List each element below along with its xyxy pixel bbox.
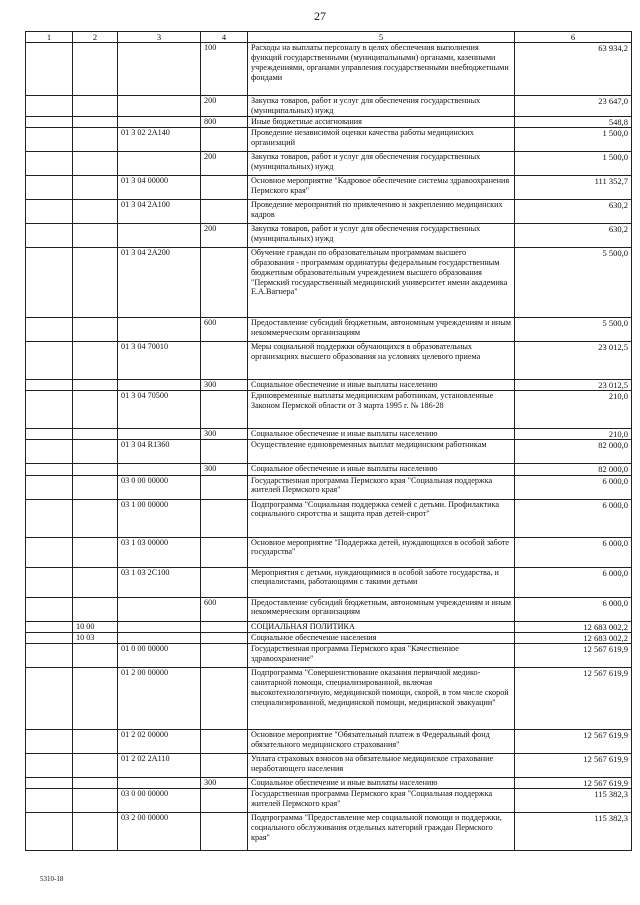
expense-type-cell	[201, 632, 248, 643]
target-article-cell	[118, 43, 201, 96]
expense-type-cell	[201, 176, 248, 200]
col1-cell	[26, 537, 73, 567]
table-row	[26, 778, 632, 789]
target-article-cell	[118, 778, 201, 789]
description-cell: Проведение независимой оценки качества работы медицинских организаций	[248, 128, 515, 152]
amount-cell: 210,0	[515, 429, 632, 440]
expense-type-cell	[201, 754, 248, 778]
target-article-cell: 03 0 00 00000	[118, 789, 201, 813]
table-row	[26, 567, 632, 597]
col1-cell	[26, 224, 73, 248]
target-article-cell	[118, 152, 201, 176]
amount-cell: 82 000,0	[515, 440, 632, 464]
col1-cell	[26, 778, 73, 789]
target-article-cell	[118, 96, 201, 117]
description-cell: Обучение граждан по образовательным программам высшего образования - программам ординатуры федеральным государственным бюджетным образовательным учреждением высшего образования "Пермский государственный медицинский университет имени академика Е.А.Вагнера"	[248, 248, 515, 318]
section-code-cell	[73, 128, 118, 152]
target-article-cell	[118, 224, 201, 248]
col1-cell	[26, 754, 73, 778]
section-code-cell	[73, 342, 118, 380]
col1-cell	[26, 632, 73, 643]
description-cell: Подпрограмма "Предоставление мер социальной помощи и поддержки, социального обслуживания отдельных категорий граждан Пермского края"	[248, 813, 515, 851]
col1-cell	[26, 621, 73, 632]
description-cell: Государственная программа Пермского края "Качественное здравоохранение"	[248, 644, 515, 668]
description-cell: Закупка товаров, работ и услуг для обеспечения государственных (муниципальных) нужд	[248, 224, 515, 248]
target-article-cell	[118, 621, 201, 632]
description-cell: Подпрограмма "Совершенствование оказания первичной медико-санитарной помощи, специализированной, включая высокотехнологичную, медицинской помощи, скорой, в том числе скорой специализированной, медицинской помощи, медицинской эвакуации"	[248, 668, 515, 730]
col1-cell	[26, 342, 73, 380]
target-article-cell: 01 3 04 2А200	[118, 248, 201, 318]
amount-cell: 6 000,0	[515, 475, 632, 499]
expense-type-cell: 300	[201, 778, 248, 789]
col1-cell	[26, 813, 73, 851]
col1-cell	[26, 176, 73, 200]
section-code-cell	[73, 391, 118, 429]
target-article-cell: 01 3 04 2А100	[118, 200, 201, 224]
table-row	[26, 380, 632, 391]
section-code-cell	[73, 789, 118, 813]
expense-type-cell	[201, 730, 248, 754]
amount-cell: 630,2	[515, 224, 632, 248]
expense-type-cell	[201, 499, 248, 537]
amount-cell: 12 567 619,9	[515, 754, 632, 778]
budget-table	[25, 31, 632, 851]
table-row	[26, 224, 632, 248]
col1-cell	[26, 391, 73, 429]
target-article-cell	[118, 429, 201, 440]
target-article-cell: 01 2 00 00000	[118, 668, 201, 730]
target-article-cell: 03 1 03 2С100	[118, 567, 201, 597]
section-code-cell	[73, 176, 118, 200]
description-cell: Социальное обеспечение населения	[248, 632, 515, 643]
expense-type-cell	[201, 537, 248, 567]
col1-cell	[26, 116, 73, 127]
section-code-cell: 10 03	[73, 632, 118, 643]
section-code-cell	[73, 429, 118, 440]
target-article-cell	[118, 318, 201, 342]
description-cell: Закупка товаров, работ и услуг для обеспечения государственных (муниципальных) нужд	[248, 152, 515, 176]
col1-cell	[26, 248, 73, 318]
section-code-cell	[73, 248, 118, 318]
target-article-cell	[118, 597, 201, 621]
table-row	[26, 464, 632, 475]
header-cell: 5	[248, 32, 515, 43]
expense-type-cell: 300	[201, 429, 248, 440]
section-code-cell	[73, 730, 118, 754]
description-cell: Основное мероприятие "Кадровое обеспечение системы здравоохранения Пермского края"	[248, 176, 515, 200]
target-article-cell: 01 2 02 2А110	[118, 754, 201, 778]
col1-cell	[26, 499, 73, 537]
amount-cell: 6 000,0	[515, 537, 632, 567]
header-cell: 4	[201, 32, 248, 43]
section-code-cell	[73, 537, 118, 567]
expense-type-cell	[201, 200, 248, 224]
table-row	[26, 152, 632, 176]
amount-cell: 548,8	[515, 116, 632, 127]
target-article-cell	[118, 464, 201, 475]
description-cell: Социальное обеспечение и иные выплаты населению	[248, 778, 515, 789]
target-article-cell: 01 3 02 2А140	[118, 128, 201, 152]
description-cell: Социальное обеспечение и иные выплаты населению	[248, 380, 515, 391]
description-cell: СОЦИАЛЬНАЯ ПОЛИТИКА	[248, 621, 515, 632]
col1-cell	[26, 152, 73, 176]
amount-cell: 12 683 002,2	[515, 621, 632, 632]
expense-type-cell	[201, 644, 248, 668]
amount-cell: 210,0	[515, 391, 632, 429]
col1-cell	[26, 429, 73, 440]
description-cell: Закупка товаров, работ и услуг для обеспечения государственных (муниципальных) нужд	[248, 96, 515, 117]
table-row	[26, 597, 632, 621]
target-article-cell: 03 1 00 00000	[118, 499, 201, 537]
description-cell: Проведение мероприятий по привлечению и закреплению медицинских кадров	[248, 200, 515, 224]
section-code-cell	[73, 152, 118, 176]
table-row	[26, 668, 632, 730]
amount-cell: 12 683 002,2	[515, 632, 632, 643]
table-row	[26, 754, 632, 778]
table-row	[26, 621, 632, 632]
table-row	[26, 429, 632, 440]
description-cell: Основное мероприятие "Поддержка детей, нуждающихся в особой заботе государства"	[248, 537, 515, 567]
expense-type-cell	[201, 440, 248, 464]
description-cell: Расходы на выплаты персоналу в целях обеспечения выполнения функций государственными (муниципальными) органами, казенными учреждениями, органами управления государственными внебюджетными фондами	[248, 43, 515, 96]
header-cell: 6	[515, 32, 632, 43]
section-code-cell	[73, 475, 118, 499]
description-cell: Мероприятия с детьми, нуждающимися в особой заботе государства, и специалистами, работающими с такими детьми	[248, 567, 515, 597]
amount-cell: 12 567 619,9	[515, 778, 632, 789]
target-article-cell	[118, 632, 201, 643]
expense-type-cell: 100	[201, 43, 248, 96]
section-code-cell	[73, 96, 118, 117]
expense-type-cell: 300	[201, 380, 248, 391]
description-cell: Подпрограмма "Социальная поддержка семей с детьми. Профилактика социального сиротства и защита прав детей-сирот"	[248, 499, 515, 537]
amount-cell: 63 934,2	[515, 43, 632, 96]
description-cell: Предоставление субсидий бюджетным, автономным учреждениям и иным некоммерческим организациям	[248, 318, 515, 342]
expense-type-cell: 200	[201, 224, 248, 248]
col1-cell	[26, 730, 73, 754]
target-article-cell: 03 2 00 00000	[118, 813, 201, 851]
section-code-cell	[73, 380, 118, 391]
description-cell: Меры социальной поддержки обучающихся в образовательных организациях высшего образования на условиях целевого приема	[248, 342, 515, 380]
description-cell: Осуществление единовременных выплат медицинским работникам	[248, 440, 515, 464]
expense-type-cell	[201, 475, 248, 499]
section-code-cell	[73, 668, 118, 730]
amount-cell: 12 567 619,9	[515, 644, 632, 668]
section-code-cell	[73, 464, 118, 475]
col1-cell	[26, 43, 73, 96]
page-number: 27	[314, 9, 326, 23]
description-cell: Уплата страховых взносов на обязательное медицинское страхование неработающего населения	[248, 754, 515, 778]
target-article-cell: 01 3 04 00000	[118, 176, 201, 200]
table-row	[26, 537, 632, 567]
target-article-cell: 01 3 04 70500	[118, 391, 201, 429]
expense-type-cell	[201, 668, 248, 730]
col1-cell	[26, 789, 73, 813]
amount-cell: 115 382,3	[515, 789, 632, 813]
table-row	[26, 730, 632, 754]
col1-cell	[26, 440, 73, 464]
expense-type-cell	[201, 789, 248, 813]
expense-type-cell: 800	[201, 116, 248, 127]
amount-cell: 1 500,0	[515, 152, 632, 176]
target-article-cell: 03 0 00 00000	[118, 475, 201, 499]
amount-cell: 115 382,3	[515, 813, 632, 851]
description-cell: Государственная программа Пермского края "Социальная поддержка жителей Пермского края"	[248, 475, 515, 499]
table-row	[26, 128, 632, 152]
description-cell: Единовременные выплаты медицинским работникам, установленные Законом Пермской области от 3 марта 1995 г. № 186-28	[248, 391, 515, 429]
description-cell: Социальное обеспечение и иные выплаты населению	[248, 429, 515, 440]
description-cell: Основное мероприятие "Обязательный платеж в Федеральный фонд обязательного медицинского страхования"	[248, 730, 515, 754]
section-code-cell	[73, 813, 118, 851]
section-code-cell: 10 00	[73, 621, 118, 632]
table-row	[26, 116, 632, 127]
section-code-cell	[73, 440, 118, 464]
amount-cell: 23 012,5	[515, 380, 632, 391]
section-code-cell	[73, 224, 118, 248]
amount-cell: 23 647,0	[515, 96, 632, 117]
expense-type-cell	[201, 248, 248, 318]
section-code-cell	[73, 318, 118, 342]
expense-type-cell: 200	[201, 152, 248, 176]
section-code-cell	[73, 644, 118, 668]
target-article-cell: 01 2 02 00000	[118, 730, 201, 754]
expense-type-cell	[201, 813, 248, 851]
header-row	[26, 32, 632, 43]
table-row	[26, 789, 632, 813]
amount-cell: 6 000,0	[515, 499, 632, 537]
description-cell: Государственная программа Пермского края "Социальная поддержка жителей Пермского края"	[248, 789, 515, 813]
expense-type-cell: 300	[201, 464, 248, 475]
col1-cell	[26, 96, 73, 117]
amount-cell: 6 000,0	[515, 597, 632, 621]
expense-type-cell: 200	[201, 96, 248, 117]
expense-type-cell	[201, 567, 248, 597]
table-row	[26, 499, 632, 537]
amount-cell: 82 000,0	[515, 464, 632, 475]
amount-cell: 1 500,0	[515, 128, 632, 152]
expense-type-cell	[201, 342, 248, 380]
section-code-cell	[73, 778, 118, 789]
amount-cell: 630,2	[515, 200, 632, 224]
col1-cell	[26, 567, 73, 597]
amount-cell: 12 567 619,9	[515, 668, 632, 730]
expense-type-cell	[201, 391, 248, 429]
table-row	[26, 440, 632, 464]
target-article-cell: 01 3 04 R1360	[118, 440, 201, 464]
target-article-cell: 03 1 03 00000	[118, 537, 201, 567]
table-row	[26, 475, 632, 499]
header-cell: 3	[118, 32, 201, 43]
amount-cell: 12 567 619,9	[515, 730, 632, 754]
description-cell: Предоставление субсидий бюджетным, автономным учреждениям и иным некоммерческим организациям	[248, 597, 515, 621]
table-row	[26, 43, 632, 96]
table-row	[26, 248, 632, 318]
section-code-cell	[73, 567, 118, 597]
section-code-cell	[73, 43, 118, 96]
target-article-cell	[118, 116, 201, 127]
col1-cell	[26, 597, 73, 621]
expense-type-cell	[201, 128, 248, 152]
table-row	[26, 200, 632, 224]
col1-cell	[26, 644, 73, 668]
table-row	[26, 342, 632, 380]
expense-type-cell: 600	[201, 597, 248, 621]
col1-cell	[26, 200, 73, 224]
amount-cell: 111 352,7	[515, 176, 632, 200]
section-code-cell	[73, 200, 118, 224]
section-code-cell	[73, 116, 118, 127]
header-cell: 1	[26, 32, 73, 43]
amount-cell: 5 500,0	[515, 318, 632, 342]
description-cell: Иные бюджетные ассигнования	[248, 116, 515, 127]
section-code-cell	[73, 754, 118, 778]
table-row	[26, 391, 632, 429]
amount-cell: 6 000,0	[515, 567, 632, 597]
section-code-cell	[73, 597, 118, 621]
col1-cell	[26, 128, 73, 152]
description-cell: Социальное обеспечение и иные выплаты населению	[248, 464, 515, 475]
amount-cell: 23 012,5	[515, 342, 632, 380]
expense-type-cell	[201, 621, 248, 632]
target-article-cell: 01 3 04 70010	[118, 342, 201, 380]
col1-cell	[26, 380, 73, 391]
amount-cell: 5 500,0	[515, 248, 632, 318]
section-code-cell	[73, 499, 118, 537]
expense-type-cell: 600	[201, 318, 248, 342]
target-article-cell: 01 0 00 00000	[118, 644, 201, 668]
table-row	[26, 318, 632, 342]
col1-cell	[26, 464, 73, 475]
col1-cell	[26, 475, 73, 499]
table-row	[26, 632, 632, 643]
table-row	[26, 813, 632, 851]
target-article-cell	[118, 380, 201, 391]
table-body	[26, 43, 632, 851]
table-row	[26, 96, 632, 117]
footer-code: 5310-18	[40, 875, 64, 883]
col1-cell	[26, 318, 73, 342]
header-cell: 2	[73, 32, 118, 43]
table-row	[26, 644, 632, 668]
table-row	[26, 176, 632, 200]
col1-cell	[26, 668, 73, 730]
